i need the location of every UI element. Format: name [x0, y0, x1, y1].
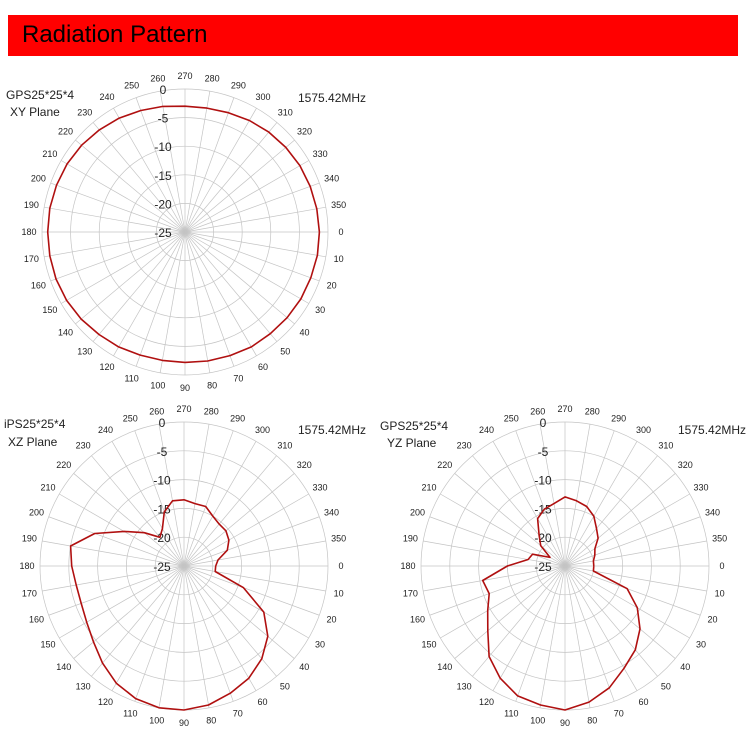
xy-plane-angle-label: 90 [179, 383, 191, 393]
yz-plane-angle-label: 110 [504, 708, 519, 719]
xy-plane-angle-label: 110 [124, 373, 139, 384]
xz-plane-angle-label: 100 [149, 715, 165, 726]
yz-plane-angle-label: 50 [660, 681, 671, 692]
xy-plane-angle-label: 10 [333, 254, 344, 265]
xz-plane-angle-label: 90 [178, 718, 190, 728]
xz-plane-angle-label: 30 [314, 639, 325, 650]
xz-plane-angle-label: 150 [40, 639, 56, 650]
xz-plane-angle-label: 120 [97, 696, 114, 707]
yz-plane-grid [421, 422, 709, 710]
xy-plane-angle-label: 130 [77, 346, 93, 357]
yz-plane-frequency-label: 1575.42MHz [678, 423, 747, 437]
yz-plane-angle-label: 20 [707, 614, 718, 625]
yz-plane-angle-label: 200 [409, 507, 425, 518]
xz-plane-angle-label: 240 [97, 425, 114, 436]
yz-plane-angle-label: 330 [693, 482, 709, 493]
xy-plane-angle-label: 230 [77, 107, 93, 118]
xy-plane-angle-label: 70 [233, 373, 244, 384]
xz-plane-ring-label: -25 [153, 560, 171, 574]
yz-plane-angle-label: 170 [402, 588, 418, 599]
yz-plane-plane-label: YZ Plane [387, 436, 437, 450]
xy-plane-angle-label: 240 [99, 91, 115, 102]
yz-plane-angle-label: 250 [503, 413, 519, 424]
yz-plane-ring-label: -5 [537, 444, 549, 459]
yz-plane-angle-label: 130 [456, 681, 472, 692]
xy-plane-angle-label: 50 [280, 346, 291, 357]
xy-plane-angle-label: 140 [57, 327, 74, 338]
xz-plane-angle-label: 230 [75, 440, 91, 451]
xy-plane-angle-label: 220 [57, 126, 74, 137]
yz-plane-angle-label: 230 [456, 440, 472, 451]
xy-plane-ring-label: -15 [154, 168, 172, 183]
xy-plane-angle-label: 210 [42, 149, 58, 159]
xz-plane-angle-label: 60 [257, 696, 268, 707]
xz-plane-angle-label: 10 [333, 588, 344, 599]
yz-plane-ring-label: -10 [534, 473, 552, 488]
yz-plane-angle-label: 270 [557, 404, 573, 414]
xz-plane-angle-label: 70 [232, 708, 243, 719]
yz-plane-angle-label: 120 [478, 696, 495, 707]
yz-plane-angle-label: 10 [714, 588, 725, 599]
yz-plane-angle-label: 140 [437, 661, 453, 672]
xz-plane-angle-label: 40 [299, 661, 310, 672]
xz-plane-ring-label: 0 [158, 416, 166, 430]
xy-plane-angle-label: 260 [150, 73, 166, 84]
xz-plane-angle-label: 210 [40, 482, 56, 493]
xy-plane-model-label: GPS25*25*4 [6, 88, 75, 102]
yz-plane-angle-label: 260 [530, 406, 546, 417]
yz-plane-angle-label: 240 [478, 425, 495, 436]
xz-plane-angle-label: 330 [312, 482, 328, 493]
xz-plane-grid [40, 422, 328, 710]
yz-plane-angle-label: 220 [437, 460, 453, 471]
yz-plane-angle-label: 80 [587, 715, 598, 726]
xy-plane-angle-label: 150 [42, 305, 58, 315]
yz-plane-angle-label: 40 [680, 661, 691, 672]
xz-plane-angle-label: 140 [56, 661, 72, 672]
xy-plane-plane-label: XY Plane [10, 105, 60, 119]
xz-plane-angle-label: 350 [331, 533, 347, 544]
xy-plane-ring-label: -25 [154, 226, 172, 240]
xz-plane-angle-label: 320 [296, 460, 312, 471]
xz-plane-angle-label: 310 [277, 440, 293, 451]
xz-plane-ring-label: -5 [156, 444, 168, 459]
xz-plane-angle-label: 250 [122, 413, 138, 424]
xy-plane-angle-label: 20 [326, 280, 337, 291]
yz-plane-angle-label: 70 [613, 708, 624, 719]
xz-plane-angle-label: 260 [149, 406, 165, 417]
title-banner [8, 15, 738, 56]
yz-plane-angle-label: 60 [638, 696, 649, 707]
xy-plane-angle-label: 310 [277, 107, 293, 118]
xz-plane-angle-label: 170 [21, 588, 37, 599]
yz-plane-angle-label: 30 [695, 639, 706, 650]
page-title: Radiation Pattern [22, 21, 208, 48]
yz-plane-angle-label: 350 [712, 533, 728, 544]
xz-plane-angle-label: 110 [123, 708, 138, 719]
yz-plane-angle-label: 290 [611, 413, 627, 424]
yz-plane-angle-label: 180 [400, 561, 416, 571]
yz-plane-angle-label: 150 [421, 639, 437, 650]
xz-plane-angle-label: 180 [19, 561, 35, 571]
xy-plane-frequency-label: 1575.42MHz [298, 91, 367, 105]
xz-plane-ring-label: -15 [153, 502, 171, 517]
xz-plane-angle-label: 80 [206, 715, 217, 726]
yz-plane-angle-label: 160 [409, 614, 425, 625]
xy-plane-angle-label: 200 [30, 173, 46, 184]
xy-plane-angle-label: 340 [324, 173, 340, 184]
xz-plane-angle-label: 280 [203, 406, 219, 417]
yz-plane-angle-label: 210 [421, 482, 437, 493]
xy-plane-angle-label: 350 [331, 199, 347, 210]
yz-plane-ring-label: -25 [534, 560, 552, 574]
xy-plane-angle-label: 330 [312, 149, 328, 159]
yz-plane-ring-label: -20 [534, 531, 552, 546]
xy-plane-grid [42, 89, 328, 375]
xy-plane-angle-label: 270 [177, 71, 193, 81]
xy-plane-angle-label: 160 [30, 280, 46, 291]
xy-plane-angle-label: 170 [23, 254, 39, 265]
xz-plane-angle-label: 300 [254, 425, 271, 436]
xy-plane-angle-label: 290 [230, 80, 246, 91]
xz-plane-ring-label: -10 [153, 473, 171, 488]
xz-plane-angle-label: 160 [28, 614, 44, 625]
xy-plane-angle-label: 180 [21, 227, 37, 237]
xz-plane-model-label: iPS25*25*4 [4, 417, 66, 431]
yz-plane-chart [375, 400, 750, 734]
xy-plane-angle-label: 80 [207, 380, 218, 391]
xz-plane-angle-label: 340 [324, 507, 340, 518]
xz-plane-angle-label: 20 [326, 614, 337, 625]
yz-plane-angle-label: 0 [719, 561, 725, 571]
xz-plane-plane-label: XZ Plane [8, 435, 58, 449]
xz-plane-angle-label: 270 [176, 404, 192, 414]
xy-plane-angle-label: 120 [99, 362, 115, 373]
xy-plane-ring-label: 0 [159, 83, 167, 97]
yz-plane-angle-label: 100 [530, 715, 546, 726]
xy-plane-angle-label: 100 [150, 380, 166, 391]
xy-plane-chart [0, 62, 370, 392]
xy-plane-ring-label: -20 [154, 197, 172, 212]
xz-plane-ring-label: -20 [153, 531, 171, 546]
yz-plane-ring-labels [534, 416, 552, 574]
xy-plane-angle-label: 300 [255, 91, 271, 102]
xy-plane-angle-label: 60 [257, 362, 269, 373]
yz-plane-angle-label: 340 [705, 507, 721, 518]
xy-plane-angle-label: 190 [23, 199, 39, 210]
xz-plane-ring-labels [153, 416, 171, 574]
yz-plane-angle-label: 320 [677, 460, 693, 471]
yz-plane-pattern-line [483, 497, 640, 710]
xy-plane-angle-label: 280 [204, 73, 220, 84]
yz-plane-angle-label: 190 [402, 533, 418, 544]
yz-plane-ring-label: -15 [534, 502, 552, 517]
yz-plane-model-label: GPS25*25*4 [380, 419, 449, 433]
xz-plane-angle-label: 290 [230, 413, 246, 424]
xy-plane-angle-label: 30 [315, 305, 326, 315]
yz-plane-ring-label: 0 [539, 416, 547, 430]
xz-plane-angle-label: 130 [75, 681, 91, 692]
xy-plane-angle-label: 320 [296, 126, 313, 137]
xy-plane-angle-label: 250 [124, 80, 140, 91]
xy-plane-angle-label: 0 [338, 227, 344, 237]
xz-plane-angle-label: 50 [279, 681, 290, 692]
xz-plane-angle-label: 190 [21, 533, 37, 544]
xy-plane-angle-label: 40 [299, 327, 310, 338]
yz-plane-angle-label: 310 [658, 440, 674, 451]
yz-plane-angle-label: 90 [559, 718, 571, 728]
xz-plane-chart [0, 400, 370, 734]
xz-plane-angle-label: 0 [338, 561, 344, 571]
xy-plane-ring-label: -10 [154, 140, 172, 155]
xz-plane-frequency-label: 1575.42MHz [298, 423, 367, 437]
yz-plane-angle-label: 300 [635, 425, 652, 436]
xz-plane-angle-label: 200 [28, 507, 44, 518]
xy-plane-ring-label: -5 [157, 111, 169, 126]
xz-plane-angle-label: 220 [56, 460, 72, 471]
yz-plane-angle-label: 280 [584, 406, 600, 417]
